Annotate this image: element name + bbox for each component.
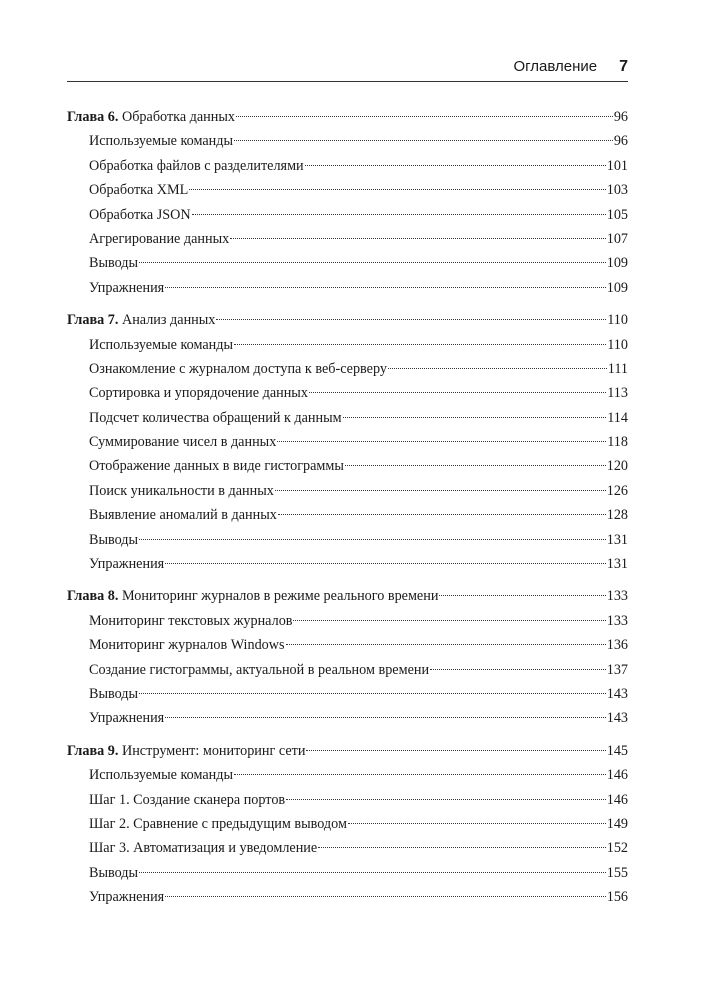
- toc-section-entry: [67, 682, 628, 706]
- toc-chapter-entry: [67, 105, 628, 129]
- dot-leader: [286, 799, 606, 800]
- toc-section-entry: [67, 251, 628, 275]
- dot-leader: [216, 319, 606, 320]
- dot-leader: [139, 262, 606, 263]
- dot-leader: [293, 620, 605, 621]
- section-title: Выводы: [89, 864, 139, 881]
- section-page: 107: [606, 230, 628, 247]
- toc-chapter: [67, 308, 628, 576]
- section-title: Упражнения: [89, 556, 165, 573]
- toc-section-entry: [67, 454, 628, 478]
- dot-leader: [165, 896, 606, 897]
- dot-leader: [192, 214, 606, 215]
- section-page: 101: [606, 157, 628, 174]
- section-title: Ознакомление с журналом доступа к веб-серверу: [89, 360, 387, 377]
- toc-section-entry: [67, 333, 628, 357]
- toc-section-entry: [67, 178, 628, 202]
- toc-chapter: [67, 584, 628, 730]
- section-title: Шаг 2. Сравнение с предыдущим выводом: [89, 815, 347, 832]
- section-page: 103: [606, 182, 628, 199]
- section-title: Упражнения: [89, 279, 165, 296]
- dot-leader: [230, 238, 605, 239]
- chapter-title: Обработка данных: [121, 109, 235, 125]
- dot-leader: [306, 750, 605, 751]
- running-title: Оглавление: [513, 58, 598, 75]
- dot-leader: [139, 693, 606, 694]
- section-title: Упражнения: [89, 710, 165, 727]
- section-page: 111: [607, 360, 628, 377]
- dot-leader: [348, 823, 606, 824]
- section-title: Создание гистограммы, актуальной в реальном времени: [89, 661, 430, 678]
- section-title: Обработка файлов с разделителями: [89, 157, 304, 174]
- dot-leader: [165, 563, 606, 564]
- toc-chapter-heading: [67, 739, 305, 763]
- section-title: Выводы: [89, 255, 139, 272]
- toc-chapter-entry: [67, 739, 628, 763]
- dot-leader: [139, 539, 606, 540]
- section-page: 105: [606, 206, 628, 223]
- section-page: 146: [606, 767, 628, 784]
- section-page: 143: [606, 685, 628, 702]
- section-page: 131: [606, 556, 628, 573]
- toc-section-entry: [67, 609, 628, 633]
- toc-section-entry: [67, 658, 628, 682]
- dot-leader: [430, 669, 606, 670]
- section-page: 146: [606, 791, 628, 808]
- section-title: Используемые команды: [89, 767, 233, 784]
- section-page: 137: [606, 661, 628, 678]
- section-title: Агрегирование данных: [89, 230, 230, 247]
- dot-leader: [286, 644, 606, 645]
- section-page: 131: [606, 531, 628, 548]
- toc-section-entry: [67, 706, 628, 730]
- dot-leader: [309, 392, 606, 393]
- dot-leader: [345, 465, 606, 466]
- page-number: 7: [619, 58, 628, 75]
- section-page: 109: [606, 279, 628, 296]
- chapter-page: 110: [607, 312, 628, 329]
- dot-leader: [139, 872, 606, 873]
- chapter-number: Глава 9.: [67, 742, 119, 759]
- section-title: Суммирование чисел в данных: [89, 434, 277, 451]
- section-page: 120: [606, 458, 628, 475]
- section-title: Поиск уникальности в данных: [89, 482, 274, 499]
- dot-leader: [165, 717, 606, 718]
- section-page: 126: [606, 482, 628, 499]
- toc-section-entry: [67, 430, 628, 454]
- chapter-title: Анализ данных: [121, 312, 216, 329]
- section-page: 155: [606, 864, 628, 881]
- toc-section-entry: [67, 129, 628, 153]
- chapter-page: 145: [606, 742, 628, 759]
- section-page: 109: [606, 255, 628, 272]
- toc-section-entry: [67, 381, 628, 405]
- dot-leader: [234, 344, 606, 345]
- chapter-number: Глава 6.: [67, 109, 119, 125]
- dot-leader: [236, 116, 613, 117]
- dot-leader: [275, 490, 606, 491]
- section-page: 156: [606, 889, 628, 906]
- section-title: Сортировка и упорядочение данных: [89, 385, 308, 402]
- section-title: Выводы: [89, 531, 139, 548]
- section-title: Обработка XML: [89, 182, 189, 199]
- section-page: 114: [607, 409, 628, 426]
- toc-section-entry: [67, 788, 628, 812]
- toc-chapter-heading: [67, 584, 438, 608]
- section-title: Мониторинг текстовых журналов: [89, 612, 293, 629]
- chapter-title: Мониторинг журналов в режиме реального времени: [121, 588, 439, 605]
- chapter-number: Глава 8.: [67, 588, 119, 605]
- toc-section-entry: [67, 227, 628, 251]
- section-page: 128: [606, 507, 628, 524]
- toc-section-entry: [67, 357, 628, 381]
- toc-chapter: [67, 105, 628, 300]
- toc-section-entry: [67, 836, 628, 860]
- toc-section-entry: [67, 552, 628, 576]
- section-title: Шаг 3. Автоматизация и уведомление: [89, 840, 318, 857]
- toc-section-entry: [67, 763, 628, 787]
- section-title: Мониторинг журналов Windows: [89, 637, 285, 654]
- section-page: 113: [607, 385, 628, 402]
- dot-leader: [189, 189, 605, 190]
- dot-leader: [343, 417, 607, 418]
- section-title: Выводы: [89, 685, 139, 702]
- dot-leader: [234, 140, 613, 141]
- dot-leader: [388, 368, 607, 369]
- dot-leader: [234, 774, 606, 775]
- section-title: Обработка JSON: [89, 206, 191, 223]
- toc-section-entry: [67, 861, 628, 885]
- toc-section-entry: [67, 276, 628, 300]
- toc-section-entry: [67, 503, 628, 527]
- toc-section-entry: [67, 812, 628, 836]
- chapter-title: Инструмент: мониторинг сети: [121, 742, 306, 759]
- toc-section-entry: [67, 885, 628, 909]
- toc-chapter-heading: [67, 308, 215, 332]
- toc-section-entry: [67, 203, 628, 227]
- dot-leader: [278, 514, 606, 515]
- chapter-number: Глава 7.: [67, 312, 119, 329]
- section-page: 149: [606, 815, 628, 832]
- section-title: Упражнения: [89, 889, 165, 906]
- toc-section-entry: [67, 406, 628, 430]
- toc-section-entry: [67, 479, 628, 503]
- toc-chapter: [67, 739, 628, 910]
- section-title: Подсчет количества обращений к данным: [89, 409, 342, 426]
- section-page: 133: [606, 612, 628, 629]
- chapter-page: 96: [613, 109, 628, 125]
- dot-leader: [165, 287, 606, 288]
- toc-chapter-entry: [67, 584, 628, 608]
- section-page: 152: [606, 840, 628, 857]
- toc-section-entry: [67, 154, 628, 178]
- section-page: 110: [607, 336, 628, 353]
- toc-chapter-heading: [67, 105, 235, 129]
- section-title: Используемые команды: [89, 133, 233, 150]
- section-page: 136: [606, 637, 628, 654]
- section-title: Выявление аномалий в данных: [89, 507, 277, 524]
- dot-leader: [277, 441, 606, 442]
- section-title: Отображение данных в виде гистограммы: [89, 458, 344, 475]
- toc-section-entry: [67, 528, 628, 552]
- running-header: [67, 58, 628, 80]
- toc-chapter-entry: [67, 308, 628, 332]
- dot-leader: [439, 595, 605, 596]
- section-title: Шаг 1. Создание сканера портов: [89, 791, 286, 808]
- dot-leader: [318, 847, 606, 848]
- section-page: 143: [606, 710, 628, 727]
- section-page: 118: [607, 434, 628, 451]
- section-title: Используемые команды: [89, 336, 233, 353]
- section-page: 96: [613, 133, 628, 150]
- table-of-contents: [67, 105, 628, 918]
- chapter-page: 133: [606, 588, 628, 605]
- toc-section-entry: [67, 633, 628, 657]
- dot-leader: [305, 165, 606, 166]
- header-rule: [67, 81, 628, 82]
